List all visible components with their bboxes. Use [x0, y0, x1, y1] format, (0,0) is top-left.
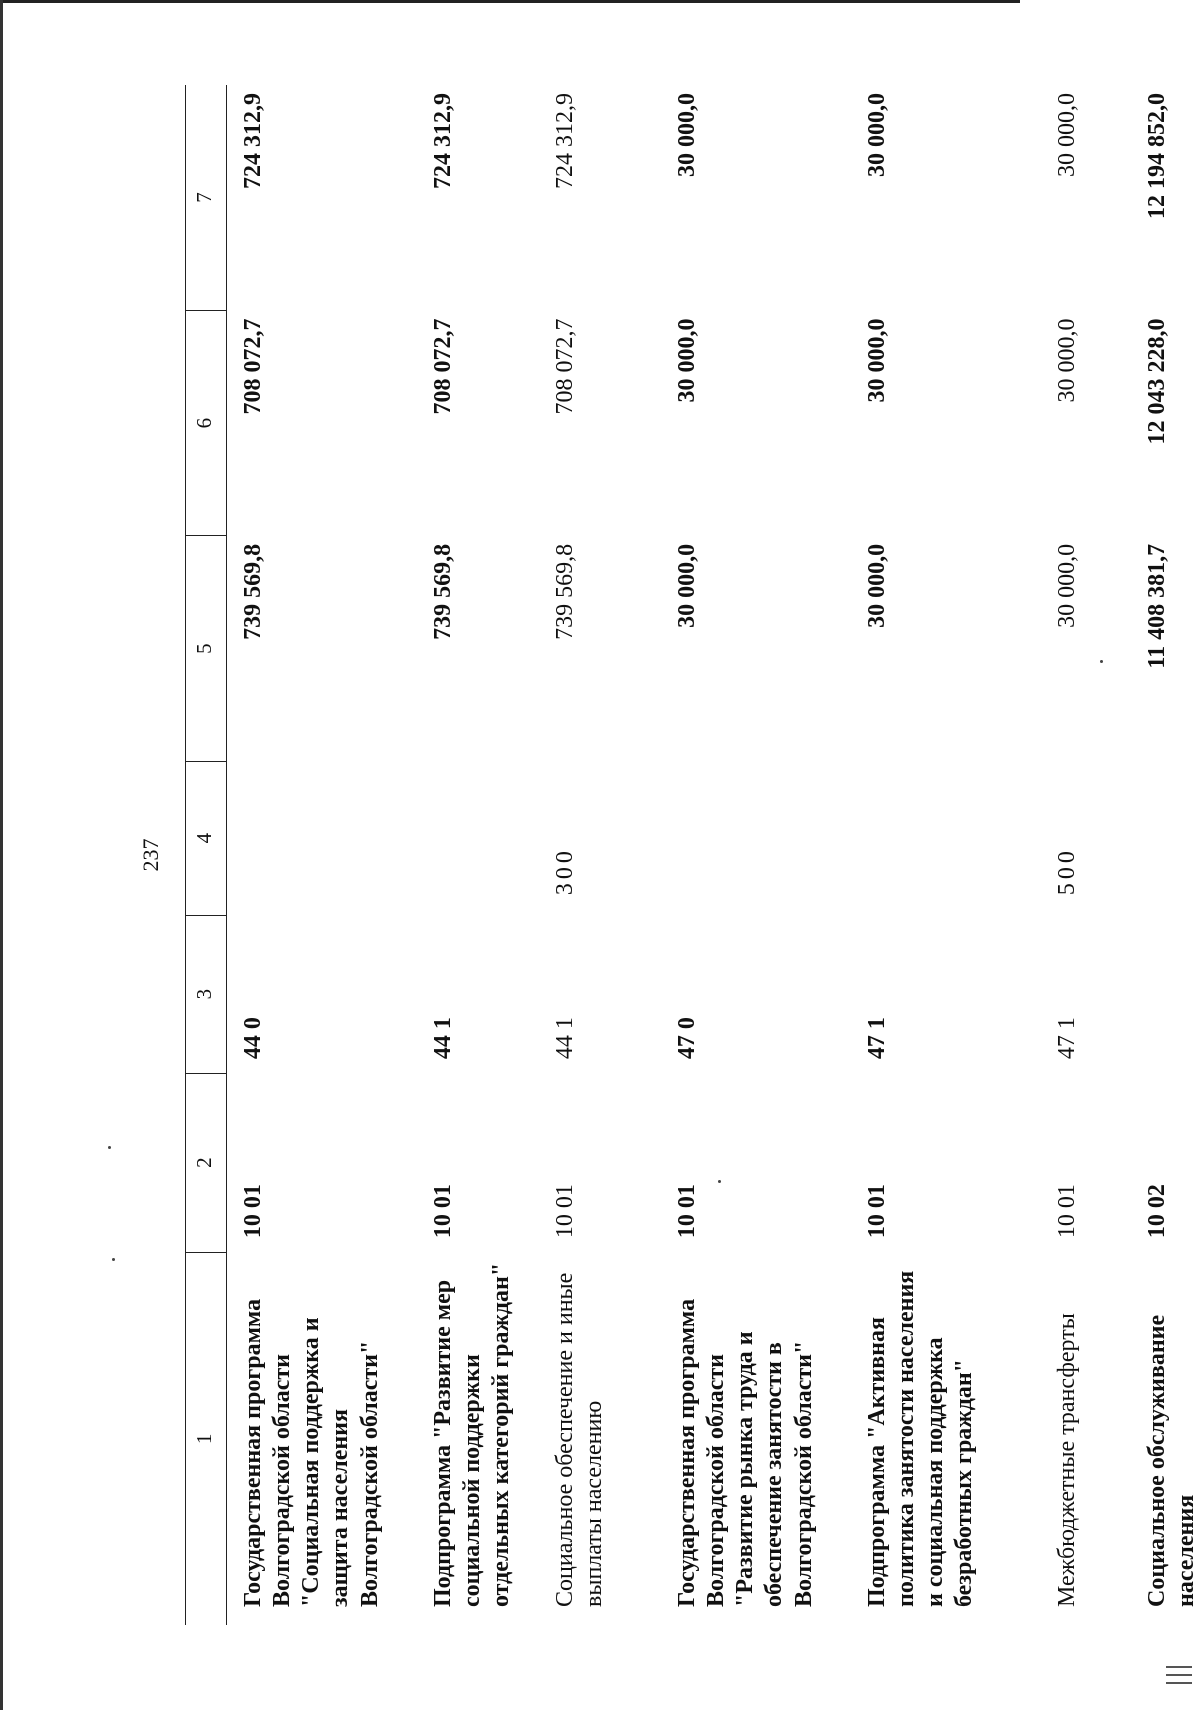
row-value-6: 708 072,7 — [239, 318, 266, 415]
row-name: Социальное обеспечение и иные выплаты населению — [551, 1272, 607, 1607]
row-target: 44 1 — [551, 1017, 578, 1060]
row-section: 10 01 — [673, 1184, 700, 1239]
scan-edge-top — [0, 0, 1020, 3]
row-value-7: 724 312,9 — [239, 93, 266, 189]
row-target: 44 0 — [239, 1017, 266, 1060]
row-kind — [851, 761, 1041, 915]
row-name: Подпрограмма "Активная политика занятости населения и социальная поддержка безработных граждан" — [863, 1270, 978, 1607]
row-value-6: 30 000,0 — [863, 318, 890, 403]
row-value-6: 12 043 228,0 — [1143, 318, 1170, 445]
page-number: 237 — [138, 838, 163, 872]
table-row — [417, 85, 539, 1625]
table-row — [1131, 85, 1200, 1625]
row-name: Государственная программа Волгоградской области "Развитие рынка труда и обеспечение занятости в Волгоградской области" — [673, 1298, 817, 1607]
row-value-5: 739 569,8 — [239, 543, 266, 640]
row-target: 44 1 — [429, 1017, 456, 1060]
row-target: 47 1 — [863, 1017, 890, 1060]
column-header: 5 — [186, 536, 227, 761]
row-value-5: 30 000,0 — [863, 543, 890, 628]
row-section: 10 02 — [1143, 1184, 1170, 1239]
row-value-6: 30 000,0 — [1053, 318, 1080, 403]
row-value-6: 708 072,7 — [429, 318, 456, 415]
row-section: 10 01 — [429, 1184, 456, 1239]
column-header: 3 — [186, 915, 227, 1073]
row-value-7: 30 000,0 — [673, 93, 700, 177]
row-section: 10 01 — [239, 1184, 266, 1239]
row-kind — [226, 761, 417, 915]
column-header: 7 — [186, 85, 227, 310]
table-row — [661, 85, 851, 1625]
table-row — [851, 85, 1041, 1625]
row-value-5: 739 569,8 — [429, 543, 456, 640]
row-kind: 500 — [1053, 847, 1080, 896]
column-header: 6 — [186, 310, 227, 535]
column-header: 1 — [186, 1252, 227, 1625]
row-value-5: 30 000,0 — [1053, 543, 1080, 628]
row-value-6: 708 072,7 — [551, 318, 578, 415]
row-name: Государственная программа Волгоградской области "Социальная поддержка и защита населения Волгоградской области" — [239, 1298, 383, 1607]
row-section: 10 01 — [551, 1184, 578, 1239]
table-row — [226, 85, 417, 1625]
row-value-5: 739 569,8 — [551, 543, 578, 640]
table-row — [539, 85, 661, 1625]
column-header: 4 — [186, 761, 227, 915]
row-value-6: 30 000,0 — [673, 318, 700, 403]
row-section: 10 01 — [863, 1184, 890, 1239]
row-value-5: 11 408 381,7 — [1143, 543, 1170, 669]
row-target — [1131, 915, 1200, 1073]
row-value-7: 724 312,9 — [551, 93, 578, 189]
row-name: Подпрограмма "Развитие мер социальной поддержки отдельных категорий граждан" — [429, 1262, 515, 1607]
row-target: 47 0 — [673, 1017, 700, 1060]
table-row — [1041, 85, 1131, 1625]
row-name: Межбюджетные трансферты — [1053, 1313, 1080, 1607]
column-header: 2 — [186, 1073, 227, 1252]
row-kind — [661, 761, 851, 915]
row-target: 47 1 — [1053, 1017, 1080, 1060]
rotated-page — [100, 65, 1199, 1645]
row-value-7: 30 000,0 — [863, 93, 890, 177]
row-section: 10 01 — [1053, 1184, 1080, 1239]
row-name: Социальное обслуживание населения — [1143, 1314, 1199, 1607]
row-value-7: 724 312,9 — [429, 93, 456, 189]
row-value-5: 30 000,0 — [673, 543, 700, 628]
row-value-7: 12 194 852,0 — [1143, 93, 1170, 219]
row-value-7: 30 000,0 — [1053, 93, 1080, 177]
scan-corner-marks — [1166, 1666, 1192, 1690]
scan-edge-left — [0, 0, 3, 1710]
budget-table — [185, 85, 1200, 1625]
row-kind — [1131, 761, 1200, 915]
header-row — [186, 85, 227, 1625]
row-kind: 300 — [551, 847, 578, 896]
row-kind — [417, 761, 539, 915]
